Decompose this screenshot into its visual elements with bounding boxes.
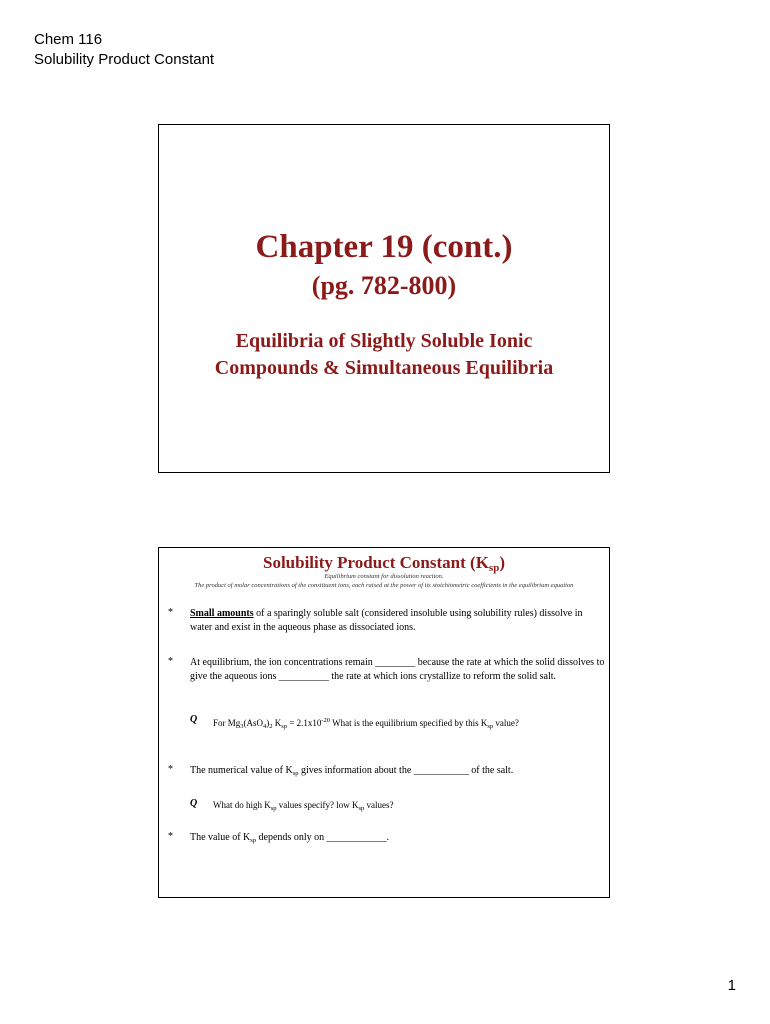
slide2-subtitle-2: The product of molar concentrations of the constituent ions, each raised at the power of its stoichiometric coefficients in the equilibrium equation [194, 582, 574, 589]
slide1-title: Chapter 19 (cont.) [255, 229, 513, 265]
q1-sup: -20 [321, 717, 331, 724]
q2-part: values specify? low K [276, 800, 359, 810]
q1-sub: 2 [269, 723, 273, 730]
q2-part: values? [364, 800, 394, 810]
slide1-subtitle [159, 328, 609, 382]
bullet-equilibrium: At equilibrium, the ion concentrations remain ________ because the rate at which the solid dissolves to give the aqueous ions __________ the rate at which ions crystallize to reform the solid salt. [190, 657, 605, 682]
q1-part: = 2.1x10 [287, 718, 322, 728]
q1-part: ) [266, 718, 270, 728]
subtitle-line-2: Compounds & Simultaneous Equilibria [214, 357, 554, 379]
slide2-subtitle-1: Equilibrium constant for dissolution reaction. [324, 573, 444, 580]
q2-sub: sp [270, 805, 277, 812]
b4-part: depends only on ____________. [256, 832, 390, 843]
bullet-text: of a sparingly soluble salt (considered insoluble using solubility rules) dissolve in water and exist in the aqueous phase as dissociated ions. [190, 608, 583, 633]
page-header [34, 30, 214, 70]
bullet-marker: * [168, 656, 173, 667]
question-high-low-ksp [213, 798, 394, 816]
title-text: Solubility Product Constant (K [263, 553, 489, 572]
q1-part: For Mg [213, 718, 241, 728]
bullet-marker: * [168, 607, 173, 618]
q1-sub: 3 [240, 723, 244, 730]
subtitle-line-1: Equilibria of Slightly Soluble Ionic [235, 330, 533, 352]
page-number: 1 [727, 977, 736, 994]
q1-part: (AsO [243, 718, 264, 728]
question-mg-arsenate [213, 714, 519, 734]
b3-part: gives information about the ___________ of the salt. [298, 765, 514, 776]
bullet-numerical-value [190, 764, 605, 781]
q2-sub: sp [358, 805, 365, 812]
bullet-small-amounts [190, 607, 605, 635]
q1-part: K [272, 718, 282, 728]
q1-part: value? [493, 718, 519, 728]
q1-sub: sp [281, 723, 288, 730]
q2-part: What do high K [213, 800, 271, 810]
course-name: Chem 116 [34, 31, 103, 48]
q1-part: What is the equilibrium specified by this K [330, 718, 488, 728]
b3-sub: sp [292, 770, 299, 777]
q1-sub: 4 [263, 723, 267, 730]
b3-part: The numerical value of K [190, 765, 293, 776]
question-marker: Q [190, 714, 198, 725]
bullet-marker: * [168, 764, 173, 775]
q1-sub: sp [487, 723, 494, 730]
title-subscript: sp [488, 562, 500, 574]
topic-name: Solubility Product Constant [34, 51, 215, 68]
b4-sub: sp [250, 837, 257, 844]
slide-2 [158, 547, 610, 898]
slide-1 [158, 124, 610, 473]
b4-part: The value of K [190, 832, 251, 843]
bullet-marker: * [168, 831, 173, 842]
emphasis-text: Small amounts [190, 608, 254, 619]
bullet-depends-on [190, 831, 605, 848]
slide1-pages: (pg. 782-800) [311, 271, 457, 300]
title-end: ) [499, 553, 505, 572]
question-marker: Q [190, 798, 198, 809]
